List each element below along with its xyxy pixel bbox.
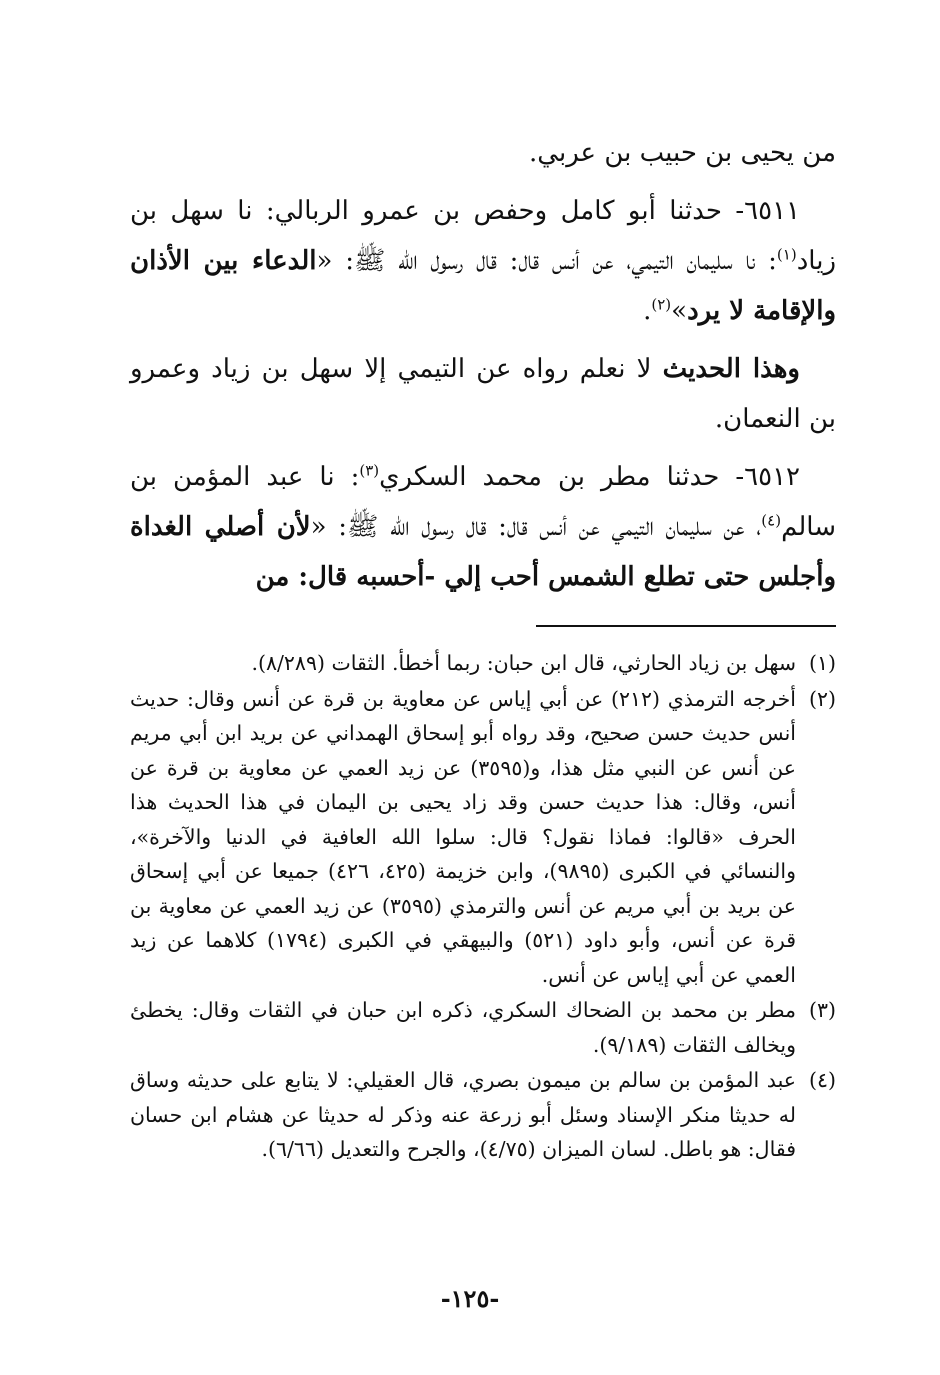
commentary-paragraph: وهذا الحديث لا نعلم رواه عن التيمي إلا سهل بن زياد وعمرو بن النعمان. [130, 354, 836, 434]
paragraph-continuation: من يحيى بن حبيب بن عربي. [529, 138, 836, 168]
footnote-text: عبد المؤمن بن سالم بن ميمون بصري، قال العقيلي: لا يتابع على حديثه وساق له حديثا منكر الإسناد وسئل أبو زرعة عنه وذكر له حديثا عن هشام ابن حسان فقال: هو باطل. لسان الميزان (٤/٧٥)، والجرح والتعديل (٦/٦٦). [130, 1068, 796, 1161]
commentary-lead: وهذا الحديث [662, 354, 800, 384]
footnote-1 [130, 646, 836, 681]
hadith-text: لأن أصلي الغداة وأجلس حتى تطلع الشمس أحب إلي -أحسبه قال: من [130, 512, 836, 592]
footnote-3 [130, 993, 836, 1062]
footnote-text: أخرجه الترمذي (٢١٢) عن أبي إياس عن معاوية بن قرة عن أنس وقال: حديث أنس حديث حسن صحيح، وقد رواه أبو إسحاق الهمداني عن بريد ابن أبي مريم عن أنس عن النبي مثل هذا، و(٣٥٩٥) عن زيد العمي عن معاوية بن قرة عن أنس، وقال: هذا حديث حسن وقد زاد يحيى بن اليمان في هذا الحديث هذا الحرف «قالوا: فماذا نقول؟ قال: سلوا الله العافية في الدنيا والآخرة»، والنسائي في الكبرى (٩٨٩٥)، وابن خزيمة (٤٢٥، ٤٢٦) جميعا عن أبي إسحاق عن بريد بن أبي مريم عن أنس والترمذي (٣٥٩٥) عن زيد العمي عن معاوية بن قرة عن أنس، وأبو داود (٥٢١) والبيهقي في الكبرى (١٧٩٤) كلاهما عن زيد العمي عن أبي إياس عن أنس. [130, 686, 797, 987]
footnote-2 [130, 682, 836, 993]
footnote-ref-1: (١) [776, 245, 797, 264]
hadith-6512: ٦٥١٢- حدثنا مطر بن محمد السكري$^{(٣)}$: نا عبد المؤمن بن سالم$^{(٤)}$، عن سليمان التيمي عن أنس قال: قال رسول الله ﷺ: «لأن أصلي الغداة وأجلس حتى تطلع الشمس أحب إلي -أحسبه قال: من [130, 461, 836, 592]
footnote-ref-2: (٢) [651, 295, 672, 314]
footnote-text: سهل بن زياد الحارثي، قال ابن حبان: ربما أخطأ. الثقات (٨/٢٨٩). [251, 651, 796, 675]
main-text [130, 128, 836, 602]
footnote-ref-3: (٣) [359, 461, 380, 480]
footnote-separator [536, 625, 836, 627]
hadith-text: الدعاء بين الأذان والإقامة لا يرد [130, 246, 836, 326]
footnote-number: (٣) [808, 998, 836, 1022]
footnote-4 [130, 1063, 836, 1167]
footnote-number: (٢) [808, 686, 836, 711]
footnotes [130, 646, 836, 1167]
hadith-6511: ٦٥١١- حدثنا أبو كامل وحفص بن عمرو الربالي: نا سهل بن زياد$^{(١)}$: نا سليمان التيمي، عن أنس قال: قال رسول الله ﷺ: «الدعاء بين الأذان والإقامة لا يرد»$^{(٢)}$. [130, 196, 836, 326]
footnote-number: (١) [808, 651, 836, 675]
page-number: -١٢٥- [440, 1284, 500, 1313]
footnote-text: مطر بن محمد بن الضحاك السكري، ذكره ابن حبان في الثقات وقال: يخطئ ويخالف الثقات (٩/١٨٩). [130, 998, 796, 1057]
footnote-ref-4: (٤) [761, 511, 782, 530]
footnote-number: (٤) [808, 1068, 836, 1092]
